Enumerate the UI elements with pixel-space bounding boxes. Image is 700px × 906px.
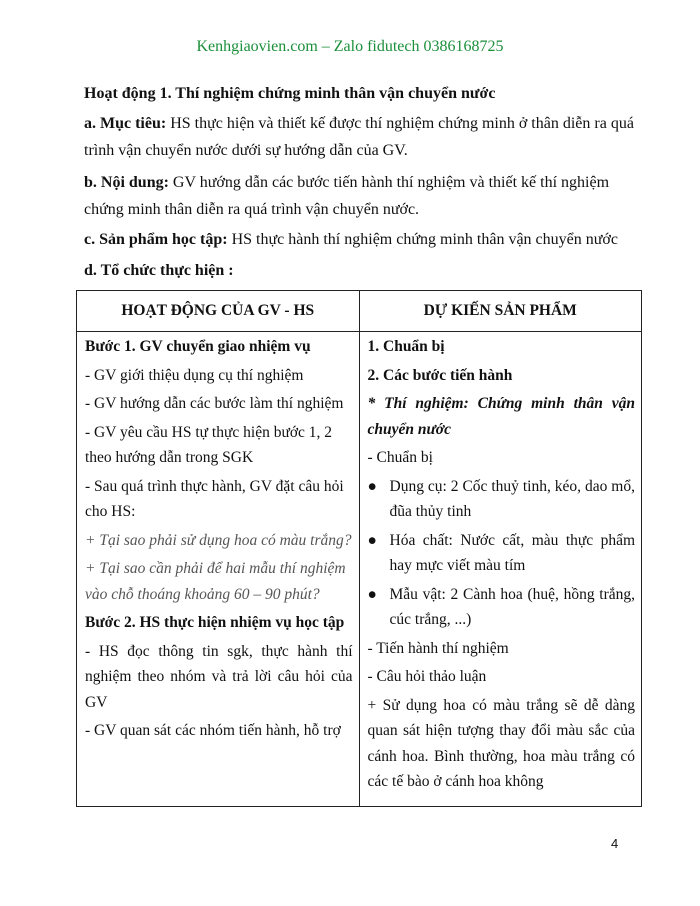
product-text: HS thực hành thí nghiệm chứng minh thân vận chuyển nước <box>227 231 618 248</box>
bullet-icon: ● <box>367 477 377 495</box>
page-header: Kenhgiaovien.com – Zalo fidutech 0386168725 <box>196 38 504 55</box>
product-paragraph <box>84 226 644 253</box>
question-item: + Tại sao phải sử dụng hoa có màu trắng? <box>85 531 352 549</box>
steps-heading: 2. Các bước tiến hành <box>367 366 513 384</box>
table-row <box>77 332 642 807</box>
bullet-text: Hóa chất: Nước cất, màu thực phẩm hay mực viết màu tím <box>389 531 635 574</box>
list-item: - Chuẩn bị <box>367 449 433 466</box>
products-cell <box>359 332 642 807</box>
step-2-heading: Bước 2. HS thực hiện nhiệm vụ học tập <box>85 614 345 631</box>
objective-text: HS thực hiện và thiết kế được thí nghiệm chứng minh ở thân diễn ra quá trình vận chuyển nước dưới sự hướng dẫn của GV. <box>84 115 634 159</box>
list-item: - Câu hỏi thảo luận <box>367 668 487 685</box>
activity-table <box>76 290 642 807</box>
bullet-text: Mẫu vật: 2 Cành hoa (huệ, hồng trắng, cúc trắng, ...) <box>389 585 635 628</box>
bullet-item-samples <box>368 582 636 633</box>
bullet-item-chemicals <box>368 528 636 579</box>
list-item: - GV yêu cầu HS tự thực hiện bước 1, 2 theo hướng dẫn trong SGK <box>85 423 333 466</box>
bullet-text: Dụng cụ: 2 Cốc thuỷ tinh, kéo, dao mổ, đũa thủy tinh <box>389 477 635 520</box>
objective-label: a. Mục tiêu: <box>84 115 167 132</box>
bullet-item-tools <box>368 474 636 525</box>
content-text: GV hướng dẫn các bước tiến hành thí nghiệm và thiết kế thí nghiệm chứng minh thân diễn ra quá trình vận chuyển nước. <box>84 174 610 218</box>
objective-paragraph <box>84 110 644 164</box>
activity-title: Hoạt động 1. Thí nghiệm chứng minh thân vận chuyển nước <box>84 85 496 102</box>
bullet-icon: ● <box>367 585 377 603</box>
column-header-activities: HOẠT ĐỘNG CỦA GV - HS <box>77 291 360 332</box>
organization-heading: d. Tổ chức thực hiện : <box>84 262 234 279</box>
column-header-products: DỰ KIẾN SẢN PHẨM <box>359 291 642 332</box>
activities-cell <box>77 332 360 807</box>
list-item: - HS đọc thông tin sgk, thực hành thí nghiệm theo nhóm và trả lời câu hỏi của GV <box>85 642 353 711</box>
experiment-title: * Thí nghiệm: Chứng minh thân vận chuyển nước <box>367 395 635 438</box>
answer-paragraph: + Sử dụng hoa có màu trắng sẽ dễ dàng quan sát hiện tượng thay đổi màu sắc của cánh hoa. Bình thường, hoa màu trắng có các tế bào ở cánh hoa không <box>367 696 635 790</box>
list-item: - GV giới thiệu dụng cụ thí nghiệm <box>85 366 304 384</box>
list-item: - Sau quá trình thực hành, GV đặt câu hỏi cho HS: <box>85 477 344 520</box>
list-item: - GV quan sát các nhóm tiến hành, hỗ trợ <box>85 722 341 739</box>
page-number: 4 <box>611 836 619 851</box>
content-label: b. Nội dung: <box>84 174 169 191</box>
bullet-icon: ● <box>367 531 377 549</box>
list-item: - GV hướng dẫn các bước làm thí nghiệm <box>85 395 344 412</box>
content-paragraph <box>84 169 644 223</box>
document-body <box>84 80 644 284</box>
question-item: + Tại sao cần phải để hai mẫu thí nghiệm vào chỗ thoáng khoảng 60 – 90 phút? <box>85 560 346 603</box>
prepare-heading: 1. Chuẩn bị <box>367 338 445 355</box>
table-header-row <box>77 291 642 332</box>
product-label: c. Sản phẩm học tập: <box>84 231 228 248</box>
list-item: - Tiến hành thí nghiệm <box>367 639 509 657</box>
step-1-heading: Bước 1. GV chuyển giao nhiệm vụ <box>85 338 311 355</box>
